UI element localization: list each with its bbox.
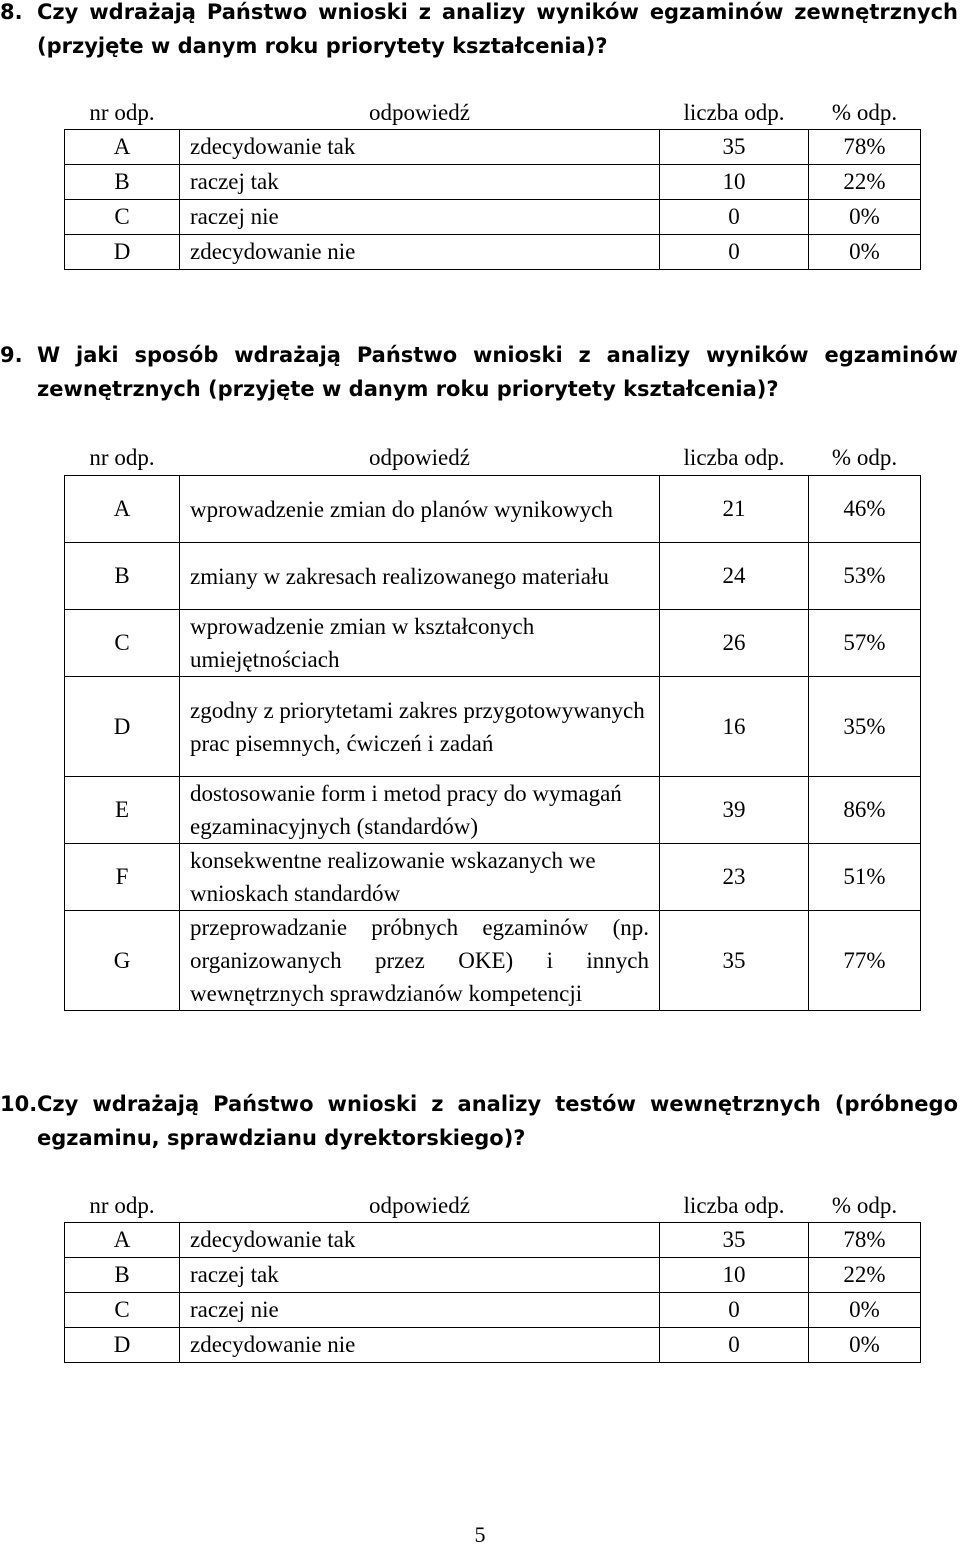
row-count: 35 (660, 911, 809, 1011)
row-percent: 53% (809, 543, 921, 610)
row-answer: raczej nie (180, 1293, 660, 1328)
answers-table-q8 (64, 96, 921, 270)
question-text: Czy wdrażają Państwo wnioski z analizy testów wewnętrznych (próbnego egzaminu, sprawdzianu dyrektorskiego)? (37, 1092, 958, 1150)
header-count: liczba odp. (660, 97, 809, 130)
row-id: C (65, 1293, 180, 1328)
row-count: 16 (660, 677, 809, 777)
row-count: 24 (660, 543, 809, 610)
row-percent: 51% (809, 844, 921, 911)
table-row (65, 1258, 921, 1293)
header-nr: nr odp. (65, 97, 180, 130)
row-percent: 0% (809, 1293, 921, 1328)
row-count: 23 (660, 844, 809, 911)
header-percent: % odp. (809, 97, 921, 130)
row-answer: zdecydowanie tak (180, 130, 660, 165)
row-answer: zmiany w zakresach realizowanego materiału (180, 543, 660, 610)
question-10 (0, 1087, 958, 1155)
row-answer: zdecydowanie tak (180, 1223, 660, 1258)
row-answer: dostosowanie form i metod pracy do wymagań egzaminacyjnych (standardów) (180, 777, 660, 844)
row-id: E (65, 777, 180, 844)
row-percent: 86% (809, 777, 921, 844)
row-percent: 77% (809, 911, 921, 1011)
question-text: Czy wdrażają Państwo wnioski z analizy wyników egzaminów zewnętrznych (przyjęte w danym roku priorytety kształcenia)? (37, 0, 958, 58)
header-nr: nr odp. (65, 1190, 180, 1223)
table-row (65, 844, 921, 911)
header-answer: odpowiedź (180, 1190, 660, 1223)
row-answer: raczej tak (180, 1258, 660, 1293)
header-answer: odpowiedź (180, 441, 660, 476)
row-count: 39 (660, 777, 809, 844)
header-nr: nr odp. (65, 441, 180, 476)
row-percent: 46% (809, 476, 921, 543)
row-percent: 0% (809, 200, 921, 235)
row-percent: 22% (809, 165, 921, 200)
row-id: D (65, 677, 180, 777)
row-percent: 0% (809, 235, 921, 270)
header-percent: % odp. (809, 1190, 921, 1223)
table-row (65, 610, 921, 677)
row-count: 21 (660, 476, 809, 543)
row-percent: 35% (809, 677, 921, 777)
table-row (65, 1293, 921, 1328)
row-id: B (65, 165, 180, 200)
row-percent: 78% (809, 130, 921, 165)
table-row (65, 1223, 921, 1258)
row-id: F (65, 844, 180, 911)
row-percent: 0% (809, 1328, 921, 1363)
table-row (65, 677, 921, 777)
page-number: 5 (474, 1522, 486, 1547)
row-answer: zgodny z priorytetami zakres przygotowywanych prac pisemnych, ćwiczeń i zadań (180, 677, 660, 777)
table-row (65, 235, 921, 270)
header-count: liczba odp. (660, 441, 809, 476)
table-row (65, 130, 921, 165)
table-row (65, 911, 921, 1011)
row-answer: wprowadzenie zmian w kształconych umiejętnościach (180, 610, 660, 677)
row-id: B (65, 1258, 180, 1293)
row-id: A (65, 1223, 180, 1258)
header-percent: % odp. (809, 441, 921, 476)
row-percent: 57% (809, 610, 921, 677)
row-count: 0 (660, 200, 809, 235)
row-id: D (65, 1328, 180, 1363)
row-count: 0 (660, 1328, 809, 1363)
table-row (65, 476, 921, 543)
table-row (65, 1328, 921, 1363)
answers-table-q9 (64, 440, 921, 1011)
row-answer: wprowadzenie zmian do planów wynikowych (180, 476, 660, 543)
question-number: 8. (0, 0, 23, 24)
question-9 (0, 338, 958, 406)
question-text: W jaki sposób wdrażają Państwo wnioski z analizy wyników egzaminów zewnętrznych (przyjęte w danym roku priorytety kształcenia)? (37, 343, 958, 401)
row-id: B (65, 543, 180, 610)
table-header-row (65, 97, 921, 130)
row-count: 35 (660, 130, 809, 165)
question-number: 9. (0, 343, 23, 367)
row-id: C (65, 200, 180, 235)
row-count: 0 (660, 235, 809, 270)
question-number: 10. (0, 1092, 38, 1116)
header-answer: odpowiedź (180, 97, 660, 130)
row-answer: raczej tak (180, 165, 660, 200)
row-answer: przeprowadzanie próbnych egzaminów (np. organizowanych przez OKE) i innych wewnętrznych sprawdzianów kompetencji (180, 911, 660, 1011)
row-answer: zdecydowanie nie (180, 235, 660, 270)
row-answer: zdecydowanie nie (180, 1328, 660, 1363)
row-count: 10 (660, 165, 809, 200)
row-percent: 22% (809, 1258, 921, 1293)
table-header-row (65, 441, 921, 476)
header-count: liczba odp. (660, 1190, 809, 1223)
table-row (65, 165, 921, 200)
row-percent: 78% (809, 1223, 921, 1258)
row-id: A (65, 476, 180, 543)
row-count: 26 (660, 610, 809, 677)
row-id: A (65, 130, 180, 165)
row-count: 10 (660, 1258, 809, 1293)
table-header-row (65, 1190, 921, 1223)
table-row (65, 200, 921, 235)
row-answer: raczej nie (180, 200, 660, 235)
row-count: 0 (660, 1293, 809, 1328)
answers-table-q10 (64, 1189, 921, 1363)
row-count: 35 (660, 1223, 809, 1258)
row-id: D (65, 235, 180, 270)
row-answer: konsekwentne realizowanie wskazanych we wnioskach standardów (180, 844, 660, 911)
question-8 (0, 0, 958, 63)
row-id: G (65, 911, 180, 1011)
row-id: C (65, 610, 180, 677)
table-row (65, 777, 921, 844)
table-row (65, 543, 921, 610)
